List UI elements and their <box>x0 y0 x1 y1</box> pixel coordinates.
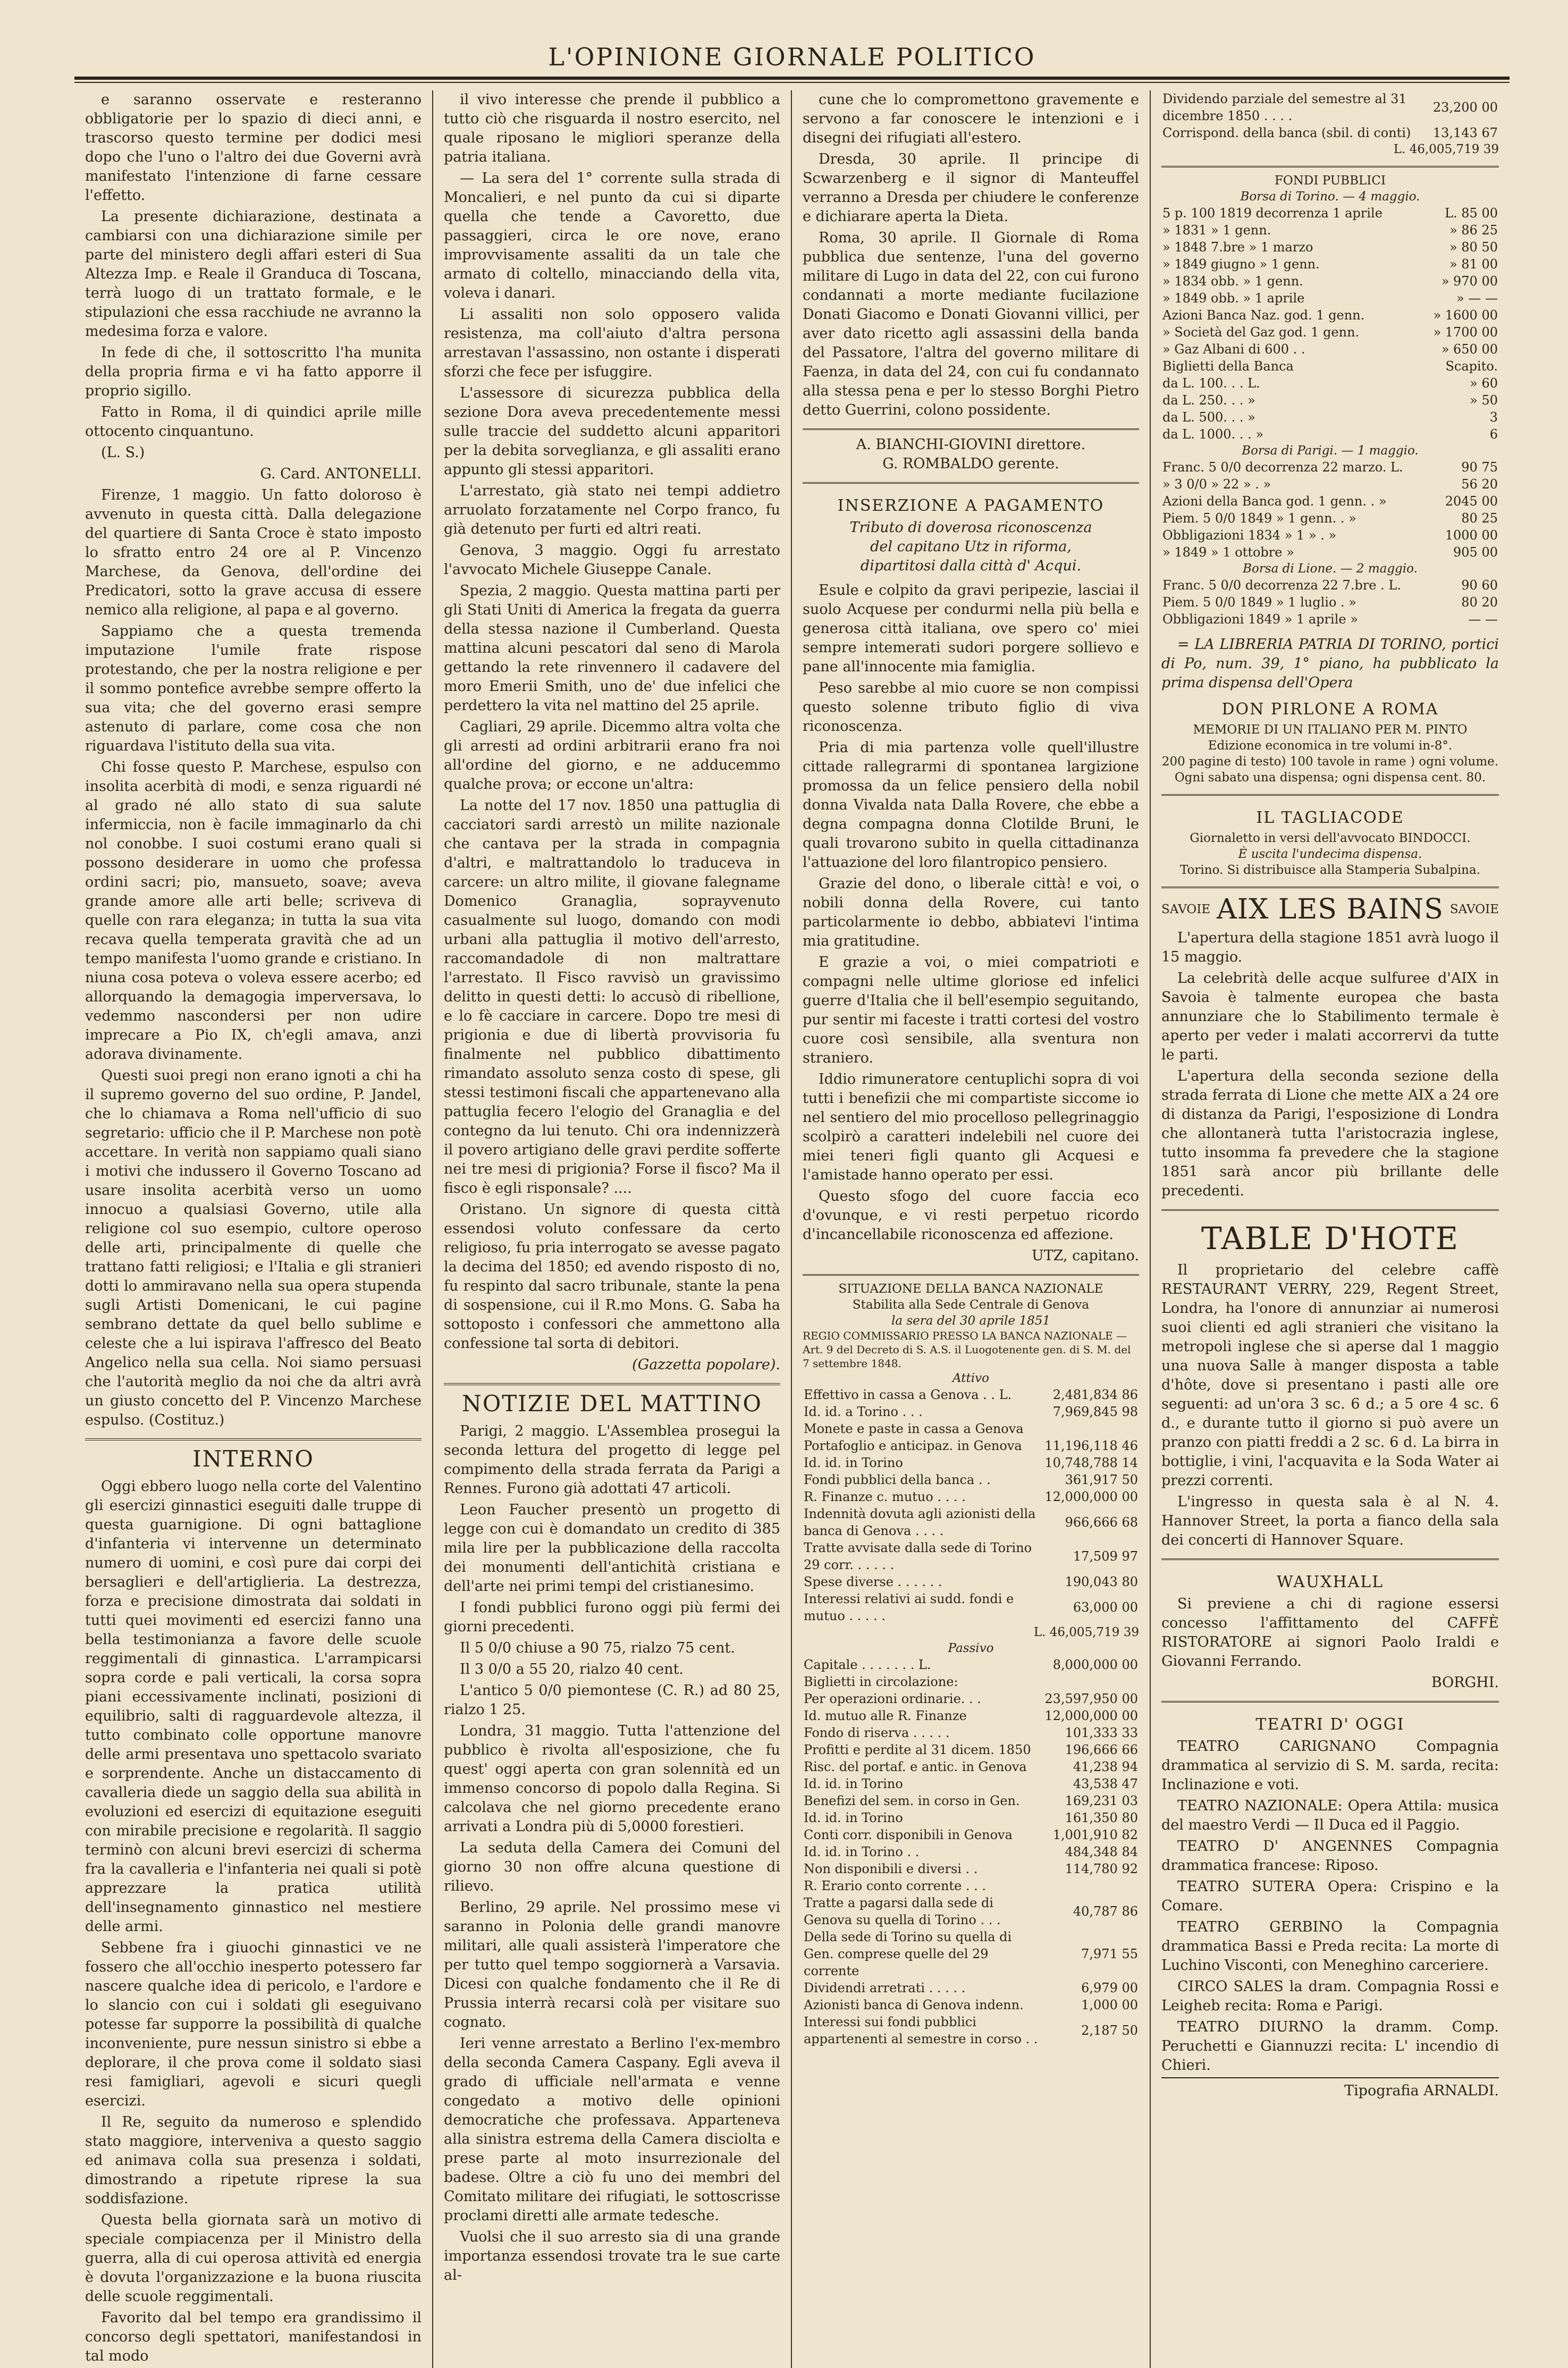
row-value: 484,348 84 <box>1065 1844 1138 1859</box>
row-value: » 970 00 <box>1441 274 1498 289</box>
table-row <box>803 1573 1139 1590</box>
table-row <box>803 1673 1139 1690</box>
table-row <box>803 1724 1139 1741</box>
row-value: 1000 00 <box>1445 528 1498 543</box>
row-label: Indennità dovuta agli azionisti della banca di Genova . . . . <box>804 1506 1036 1538</box>
table-row <box>1161 124 1499 141</box>
aix-title: AIX LES BAINS <box>1217 894 1444 925</box>
row-value <box>1043 1420 1139 1437</box>
row-value: 90 60 <box>1461 578 1498 593</box>
paragraph: Parigi, 2 maggio. L'Assemblea prosegui la seconda lettura del progetto di legge pel compimento della strada ferrata da Parigi a Rennes. Furono già adottati 47 articoli. <box>444 1423 780 1497</box>
row-value: 7,969,845 98 <box>1052 1404 1138 1419</box>
table-row <box>803 1877 1139 1894</box>
paragraph: Firenze, 1 maggio. Un fatto doloroso è avvenuto in questa città. Dalla delegazione del quartiere di Santa Croce è stato imposto lo sfratto entro 24 ore al P. Vincenzo Marchese, da Genova, dell'ordine dei Predicatori, sotto la grave accusa di essere nemico alla religione, al papa e al governo. <box>85 487 421 618</box>
paragraph: Vuolsi che il suo arresto sia di una grande importanza essendosi trovate tra le sue carte al- <box>444 2229 780 2283</box>
row-value: » 80 50 <box>1449 240 1498 255</box>
table-row <box>1161 273 1499 290</box>
row-label: » 1849 giugno » 1 genn. <box>1162 257 1320 272</box>
table-row <box>803 1505 1139 1539</box>
row-value: » 60 <box>1470 376 1498 391</box>
teatro-item: TEATRO D' ANGENNES Compagnia drammatica francese: Riposo. <box>1161 1838 1499 1874</box>
row-value: 966,666 68 <box>1065 1515 1138 1530</box>
row-label: Spese diverse . . . . . . <box>804 1574 942 1589</box>
aix-left: SAVOIE <box>1161 903 1211 916</box>
row-value: 905 00 <box>1453 545 1498 560</box>
paragraph: Roma, 30 aprile. Il Giornale di Roma pubblica due sentenze, l'una del governo militare di Lugo in data del 22, con cui furono condannati a morte mediante fucilazione Donati Giacomo e Donati Giovanni villici, per aver dato ricetto agli assassini della banda del Passatore, l'altra del governo militare di Faenza, in data del 24, con cui fu condannato alla stessa pena e per lo stesso Borghi Pietro detto Guerrini, colono possidente. <box>803 230 1139 418</box>
teatro-item: TEATRO GERBINO la Compagnia drammatica Bassi e Preda recita: La morte di Luchino Visconti, con Meneghino carceriere. <box>1161 1919 1499 1974</box>
row-label: Fondo di riserva . . . . . <box>804 1725 950 1740</box>
row-label: Id. id. in Torino . . <box>804 1844 920 1859</box>
paragraph: Peso sarebbe al mio cuore se non compissi questo solenne tributo figlio di viva riconoscenza. <box>803 680 1139 735</box>
tagliacode-title: IL TAGLIACODE <box>1256 808 1404 827</box>
table-row <box>803 1590 1139 1624</box>
row-value: 8,000,000 00 <box>1052 1657 1138 1672</box>
table-row <box>1161 493 1499 510</box>
table-row <box>803 1996 1139 2013</box>
table-row <box>803 1979 1139 1996</box>
row-label: da L. 500. . . » <box>1162 410 1255 425</box>
paragraph: Ieri venne arrestato a Berlino l'ex-membro della seconda Camera Caspany. Egli aveva il grado di ufficiale nell'armata e venne congedato a motivo delle opinioni democratiche che professava. Apparteneva alla sinistra estrema della Camera disciolta e prese parte al moto insurrezionale del badese. Oltre a ciò fu uno dei membri del Comitato militare dei rifugiati, le sottoscrisse proclami diretti alle armate tedesche. <box>444 2035 780 2224</box>
row-value: 12,000,000 00 <box>1044 1489 1138 1504</box>
paragraph: Sappiamo che a questa tremenda imputazione l'umile frate rispose protestando, che per la nostra religione e per il sommo pontefice avrebbe sempre offerto la sua vita; che del governo erasi sempre astenuto di parlare, come cosa che non riguardava l'istituto della sua vita. <box>85 623 421 754</box>
table-hote-title: TABLE D'HOTE <box>1201 1220 1459 1257</box>
borsa-lione: Borsa di Lione. — 2 maggio. <box>1243 562 1418 576</box>
row-value <box>1043 1877 1139 1894</box>
paragraph: L'apertura della seconda sezione della strada ferrata di Lione che mette AIX a 24 ore di distanza da Parigi, l'esposizione di Londra che allontanerà tutta l'aristocrazia inglese, tutto insomma fa prevedere che la stagione 1851 sarà ancor più brillante delle precedenti. <box>1161 1068 1499 1199</box>
teatro-item: TEATRO CARIGNANO Compagnia drammatica al servizio di S. M. sarda, recita: Inclinazione e voti. <box>1161 1738 1499 1793</box>
table-row <box>1161 324 1499 341</box>
column-4 <box>1151 90 1510 2368</box>
passivo-label: Passivo <box>948 1641 994 1655</box>
paragraph: Oristano. Un signore di questa città essendosi voluto confessare da certo religioso, fu pria interrogato se avesse pagato la decima del 1850; ed avendo risposto di no, fu respinto dal sacro tribunale, stante la pena di sospensione, cui il R.mo Mons. G. Saba ha sottoposto i confessori che ammettono alla confessione tal sorta di debitori. <box>444 1201 780 1352</box>
pirlone-title: DON PIRLONE A ROMA <box>1221 700 1439 719</box>
row-value: 1,001,910 82 <box>1052 1827 1138 1842</box>
row-label: Azioni Banca Naz. god. 1 genn. <box>1162 308 1365 323</box>
aix-right: SAVOIE <box>1449 903 1499 916</box>
tagliacode-line: È uscita l'undecima dispensa. <box>1238 847 1422 861</box>
column-1 <box>74 90 433 2368</box>
table-row <box>1161 594 1499 611</box>
borsa-torino: Borsa di Torino. — 4 maggio. <box>1240 190 1420 204</box>
row-value: 80 20 <box>1461 595 1498 610</box>
row-label: Dividendo parziale del semestre al 31 dicembre 1850 . . . . <box>1162 91 1407 123</box>
row-value: 13,143 67 <box>1432 125 1498 140</box>
wauxhall-title: WAUXHALL <box>1276 1573 1384 1591</box>
row-label: Piem. 5 0/0 1849 » 1 luglio . » <box>1162 595 1356 610</box>
table-row <box>803 1437 1139 1454</box>
table-row <box>803 2013 1139 2047</box>
tributo-line: Tributo di doverosa riconoscenza <box>849 519 1092 536</box>
section-title-interno: INTERNO <box>85 1438 421 1472</box>
row-value: » 1700 00 <box>1433 325 1498 340</box>
paragraph: L'antico 5 0/0 piemontese (C. R.) ad 80 25, rialzo 1 25. <box>444 1682 780 1718</box>
table-row <box>803 1741 1139 1758</box>
row-value: 3 <box>1489 410 1498 425</box>
paragraph: Iddio rimuneratore centuplichi sopra di voi tutti i benefizii che mi compartiste siccome io nel sentiero del mio procelloso pellegrinaggio scolpirò a caratteri indelebili nel cuore dei miei teneri figli quanto gli Acquesi e l'amistade hanno operato per essi. <box>803 1071 1139 1183</box>
row-label: Conti corr. disponibili in Genova <box>804 1827 1013 1842</box>
banca-title: SITUAZIONE DELLA BANCA NAZIONALE <box>838 1282 1103 1296</box>
row-value: » 86 25 <box>1449 223 1498 238</box>
row-label: Biglietti in circolazione: <box>804 1674 958 1689</box>
table-row <box>803 1403 1139 1420</box>
row-value: 1,000 00 <box>1081 1998 1138 2012</box>
row-value: 2,481,834 86 <box>1052 1387 1138 1402</box>
paragraph: Li assaliti non solo opposero valida resistenza, ma coll'aiuto d'altra persona arrestavan l'assassino, non ostante i disperati sforzi che fece per isfuggire. <box>444 306 780 380</box>
tagliacode-line: Torino. Si distribuisce alla Stamperia Subalpina. <box>1180 863 1480 877</box>
banca-block <box>803 1274 1139 2047</box>
aix-block <box>1161 887 1499 925</box>
paragraph: Cagliari, 29 aprile. Dicemmo altra volta che gli arresti ad ordini arbitrarii erano fra noi all'ordine del giorno, e ne adducemmo qualche prova; or eccone un'altra: <box>444 719 780 793</box>
row-label: Risc. del portaf. e antic. in Genova <box>804 1759 1027 1774</box>
row-label: Obbligazioni 1834 » 1 » . » <box>1162 528 1337 543</box>
masthead: L'OPINIONE GIORNALE POLITICO <box>548 43 1036 71</box>
table-row <box>803 1758 1139 1775</box>
fondi-block <box>1161 166 1499 628</box>
row-label: Effettivo in cassa a Genova . . L. <box>804 1387 1012 1402</box>
table-row <box>1161 577 1499 594</box>
table-row <box>803 1775 1139 1792</box>
dividend-table <box>1161 90 1499 141</box>
row-label: » 1834 obb. » 1 genn. <box>1162 274 1303 289</box>
row-label: Azioni della Banca god. 1 genn. . » <box>1162 494 1387 509</box>
seal: (L. S.) <box>101 444 145 461</box>
row-value: 2,187 50 <box>1081 2023 1138 2038</box>
table-row <box>1161 544 1499 561</box>
table-hote-block <box>1161 1209 1499 1257</box>
passivo-table <box>803 1656 1139 2047</box>
table-row <box>803 1539 1139 1573</box>
table-row <box>1161 426 1499 443</box>
paragraph: Esule e colpito da gravi peripezie, lasciai il suolo Acquese per condurmi nella più bella e generosa città italiana, ove spero co' miei sempre intemerati sudori porgere sollievo e pane all'innocente mia famiglia. <box>803 582 1139 675</box>
paragraph: In fede di che, il sottoscritto l'ha munita della propria firma e vi ha fatto apporre il proprio sigillo. <box>85 344 421 399</box>
table-row <box>803 1420 1139 1437</box>
pirlone-line: Ogni sabato una dispensa; ogni dispensa cent. 80. <box>1174 771 1486 785</box>
paragraph: Berlino, 29 aprile. Nel prossimo mese vi saranno in Polonia delle grandi manovre militari, alle quali assisterà l'imperatore che per tutto quel tempo soggiornerà a Varsavia. Dicesi con qualche fondamento che il Re di Prussia interrà recarsi colà per visitare suo cognato. <box>444 1899 780 2030</box>
row-label: Id. id. in Torino <box>804 1810 903 1825</box>
paragraph: L'assessore di sicurezza pubblica della sezione Dora aveva precedentemente messi sulle traccie del suddetto alcuni apparitori per la debita sorveglianza, e gli assaliti erano appunto gli stessi apparitori. <box>444 385 780 478</box>
tributo-line: del capitano Utz in riforma, <box>870 538 1072 555</box>
table-row <box>803 1488 1139 1505</box>
banca-subtitle: Stabilita alla Sede Centrale di Genova <box>852 1298 1090 1312</box>
row-label: Per operazioni ordinarie. . . <box>804 1691 981 1706</box>
paragraph: L'arrestato, già stato nei tempi addietro arruolato forzatamente nel Corpo franco, fu già detenuto per furti ed altri reati. <box>444 483 780 537</box>
attivo-label: Attivo <box>952 1371 989 1385</box>
row-value: L. 85 00 <box>1445 206 1498 221</box>
row-label: Id. id. a Torino . . . <box>804 1404 923 1419</box>
row-label: da L. 1000. . . » <box>1162 427 1264 442</box>
row-label: » Gaz Albani di 600 . . <box>1162 342 1305 357</box>
row-label: Id. id. in Torino <box>804 1776 903 1791</box>
row-label: 5 p. 100 1819 decorrenza 1 aprile <box>1162 206 1382 221</box>
paragraph: La celebrità delle acque sulfuree d'AIX in Savoia è talmente europea che basta annunziare che lo Stabilimento termale è aperto per veder i malati accorrervi da tutte le parti. <box>1161 970 1499 1063</box>
row-value <box>1043 1673 1139 1690</box>
row-value: » 1600 00 <box>1433 308 1498 323</box>
paragraph: La notte del 17 nov. 1850 una pattuglia di cacciatori sardi arrestò un milite nazionale che cantava per la strada in compagnia d'altri, e maltrattandolo lo traduceva in carcere: un altro milite, il giovane falegname Domenico Granaglia, soprayvenuto casualmente sul luogo, domando con modi urbani alla pattuglia il motivo dell'arresto, raccomandadole di non maltrattare l'arrestato. Il Fisco ravvisò un gravissimo delitto in questi detti: lo accusò di ribellione, e lo fè cacciare in carcere. Dopo tre mesi di prigionia e due di libertà provvisoria fu finalmente nel pubblico dibattimento rimandato assoluto senza costo di spese, gli stessi testimoni fiscali che appartenevano alla pattuglia fecero l'elogio del Granaglia e del contegno da lui tenuto. Chi ora indennizzerà il povero artigiano delle gravi perdite sofferte nei tre mesi di prigionia? Forse il fisco? Ma il fisco è egli risponsale? .... <box>444 797 780 1196</box>
row-value: » 81 00 <box>1449 257 1498 272</box>
paragraph: Oggi ebbero luogo nella corte del Valentino gli esercizi ginnastici eseguiti dalle truppe di questa guarnigione. Di ogni battaglione d'infanteria vi intervenne un determinato numero di uomini, e così pure dai corpi dei bersaglieri e dell'artiglieria. La destrezza, forza e precisione dimostrata dai soldati in tutti quei movimenti ed esercizi fanno una bella testimonianza a favore delle scuole reggimentali di ginnastica. L'arrampicarsi sopra corde e pali verticali, la corsa sopra piani eccessivamente inclinati, posizioni di equilibrio, salti di ragguardevole altezza, il tutto combinato colle opportune manovre delle armi presentava uno spettacolo svariato e sorprendente. Anche un distaccamento di cavalleria diede un saggio della sua abilità in evoluzioni ed esercizi di equitazione eseguiti con mirabile precisione e regolarità. Il saggio terminò con alcuni brevi esercizi di scherma fra la cavalleria e l'infanteria nei quali si potè apprezzare la pratica utilità dell'insegnamento ginnastico nel mestiere delle armi. <box>85 1478 421 1935</box>
teatro-item: TEATRO NAZIONALE: Opera Attila: musica del maestro Verdi — Il Duca ed il Paggio. <box>1161 1798 1499 1833</box>
lione-table <box>1161 577 1499 628</box>
table-row <box>1161 205 1499 222</box>
row-label: » 3 0/0 » 22 » . » <box>1162 477 1271 492</box>
row-value: 80 25 <box>1461 511 1498 526</box>
attivo-total: L. 46,005,719 39 <box>1033 1625 1139 1639</box>
inserzione-block <box>803 482 1139 515</box>
signature: UTZ, capitano. <box>1031 1248 1139 1264</box>
row-label: Interessi sui fondi pubblici appartenenti al semestre in corso . . <box>804 2015 1038 2046</box>
paragraph: L'apertura della stagione 1851 avrà luogo il 15 maggio. <box>1161 930 1499 965</box>
row-label: Capitale . . . . . . . L. <box>804 1657 931 1672</box>
row-label: Profitti e perdite al 31 dicem. 1850 <box>804 1742 1031 1757</box>
pirlone-line: Edizione economica in tre volumi in-8°. <box>1208 739 1453 753</box>
table-row <box>803 1471 1139 1488</box>
row-value: » — — <box>1456 291 1498 306</box>
row-label: Della sede di Torino su quella di Gen. comprese quelle del 29 corrente <box>804 1929 1012 1978</box>
row-label: Monete e paste in cassa a Genova <box>804 1421 1024 1436</box>
table-row <box>1161 341 1499 358</box>
paragraph: Fatto in Roma, il di quindici aprile mille ottocento cinquantuno. <box>85 404 421 440</box>
teatri-title: TEATRI D' OGGI <box>1255 1715 1405 1734</box>
table-row <box>1161 611 1499 628</box>
row-value: 40,787 86 <box>1073 1904 1138 1919</box>
libreria-notice: = LA LIBRERIA PATRIA DI TORINO, portici di Po, num. 39, 1° piano, ha pubblicato la prima dispensa dell'Opera <box>1161 636 1499 691</box>
teatri-block <box>1161 1701 1499 1734</box>
table-row <box>803 1843 1139 1860</box>
masthead-rule-thin <box>74 82 1510 83</box>
row-label: R. Finanze c. mutuo . . . . <box>804 1489 966 1504</box>
table-row <box>1161 527 1499 544</box>
paragraph: L'ingresso in questa sala è al N. 4. Hannover Street, la porta a fianco della sala dei concerti di Hannover Square. <box>1161 1494 1499 1548</box>
row-value: 7,971 55 <box>1081 1946 1138 1961</box>
row-value: — — <box>1468 612 1498 627</box>
table-row <box>1161 239 1499 256</box>
row-label: Azionisti banca di Genova indenn. <box>804 1998 1024 2012</box>
table-row <box>803 1809 1139 1826</box>
paragraph: Il 3 0/0 a 55 20, rialzo 40 cent. <box>460 1661 684 1678</box>
teatro-item: CIRCO SALES la dram. Compagnia Rossi e Leigheb recita: Roma e Parigi. <box>1161 1978 1499 2014</box>
row-value: 17,509 97 <box>1073 1549 1138 1564</box>
column-3 <box>792 90 1151 2368</box>
row-label: Corrispond. della banca (sbil. di conti) <box>1162 125 1411 140</box>
row-value: » 50 <box>1470 393 1498 408</box>
row-label: » 1849 » 1 ottobre » <box>1162 545 1294 560</box>
row-value: Scapito. <box>1445 359 1498 374</box>
row-value: 23,200 00 <box>1432 100 1498 115</box>
row-label: da L. 250. . . » <box>1162 393 1255 408</box>
row-value: 190,043 80 <box>1065 1574 1138 1589</box>
banca-note: REGIO COMMISSARIO PRESSO LA BANCA NAZIONALE — Art. 9 del Decreto di S. A.S. il Luogotenente gen. di S. M. del 7 settembre 1848. <box>803 1329 1131 1370</box>
paragraph: Questa bella giornata sarà un motivo di speciale compiacenza per il Ministro della guerra, alla di cui operosa attività ed energia è dovuta l'organizzazione e la buona riuscita delle scuole reggimentali. <box>85 2212 421 2305</box>
row-label: Portafoglio e anticipaz. in Genova <box>804 1438 1022 1453</box>
row-label: Piem. 5 0/0 1849 » 1 genn. . » <box>1162 511 1356 526</box>
source-credit: (Gazzetta popolare). <box>632 1356 780 1373</box>
row-value: 11,196,118 46 <box>1044 1438 1138 1453</box>
row-label: Id. mutuo alle R. Finanze <box>804 1708 967 1723</box>
pirlone-line: 200 pagine di testo) 100 tavole in rame ) ogni volume. <box>1161 755 1499 769</box>
teatro-item: TEATRO DIURNO la dramm. Comp. Peruchetti e Giannuzzi recita: L' incendio di Chieri. <box>1161 2019 1499 2074</box>
paragraph: — La sera del 1° corrente sulla strada di Moncalieri, e nel punto da cui si diparte quella che tende a Cavoretto, due passaggieri, circa le ore nove, erano improvvisamente assaliti da un tale che armato di coltello, minacciando della vita, voleva i danari. <box>444 170 780 301</box>
table-row <box>803 1860 1139 1877</box>
columns <box>74 90 1510 2368</box>
table-row <box>1161 459 1499 476</box>
row-label: R. Erario conto corrente . . . <box>804 1878 987 1893</box>
row-value: 6,979 00 <box>1081 1981 1138 1995</box>
row-label: Benefizi del sem. in corso in Gen. <box>804 1793 1020 1808</box>
table-row <box>1161 358 1499 375</box>
tributo-line: dipartitosi dalla città d' Acqui. <box>860 558 1082 574</box>
row-label: da L. 100. . . L. <box>1162 376 1260 391</box>
paragraph: Pria di mia partenza volle quell'illustre cittade rallegrarmi di spontanea largizione promossa da un felice pensiero della nobil donna Vivalda nata Dalla Rovere, che ebbe a degna compagna donna Clotilde Bruni, le quali trovarono subito in quella cittadinanza l'attuazione del loro filantropico pensiero. <box>803 739 1139 871</box>
paragraph: Leon Faucher presentò un progetto di legge con cui è domandato un credito di 385 mila lire per la pubblicazione della raccolta dei monumenti dell'antichità cristiana e dell'arte nei primi tempi del cristianesimo. <box>444 1502 780 1595</box>
table-row <box>803 1707 1139 1724</box>
section-title-inserzione: INSERZIONE A PAGAMENTO <box>837 496 1105 515</box>
table-row <box>803 1928 1139 1979</box>
table-row <box>803 1656 1139 1673</box>
paragraph: Genova, 3 maggio. Oggi fu arrestato l'avvocato Michele Giuseppe Canale. <box>444 542 780 578</box>
pirlone-line: MEMORIE DI UN ITALIANO PER M. PINTO <box>1193 723 1468 737</box>
signature: G. Card. ANTONELLI. <box>260 466 421 482</box>
table-row <box>803 1894 1139 1928</box>
row-label: Tratte avvisate dalla sede di Torino 29 corr. . . . . . <box>804 1540 1032 1572</box>
paragraph: Spezia, 2 maggio. Questa mattina parti per gli Stati Uniti di America la fregata da guerra della stessa nazione il Cumberland. Questa mattina alcuni pescatori dal seno di Marola gettando la rete rinvennero il cadavere del moro Emerii Smith, uno de' due infelici che perdettero la vita nel mattino del 25 aprile. <box>444 583 780 714</box>
row-value: 2045 00 <box>1445 494 1498 509</box>
row-value: 169,231 03 <box>1065 1793 1138 1808</box>
fondi-title: FONDI PUBBLICI <box>1274 174 1386 188</box>
row-value: 196,666 66 <box>1065 1742 1138 1757</box>
row-label: » Società del Gaz god. 1 genn. <box>1162 325 1360 340</box>
paragraph: il vivo interesse che prende il pubblico a tutto ciò che risguarda il nostro esercito, nel quale riposano le migliori speranze della patria italiana. <box>444 91 780 165</box>
table-row <box>1161 392 1499 409</box>
banca-date: la sera del 30 aprile 1851 <box>891 1314 1050 1328</box>
wauxhall-block <box>1161 1558 1499 1591</box>
row-value: 161,350 80 <box>1065 1810 1138 1825</box>
table-row <box>1161 290 1499 307</box>
table-row <box>1161 476 1499 493</box>
row-value: 43,538 47 <box>1073 1776 1138 1791</box>
paragraph: Il Re, seguito da numeroso e splendido stato maggiore, interveniva a questo saggio ed animava colla sua presenza i soldati, dimostrando a ripetute riprese la sua soddisfazione. <box>85 2114 421 2207</box>
row-label: Franc. 5 0/0 decorrenza 22 marzo. L. <box>1162 460 1403 475</box>
table-row <box>1161 307 1499 324</box>
table-row <box>1161 409 1499 426</box>
row-value: » 650 00 <box>1441 342 1498 357</box>
masthead-rule <box>74 77 1510 80</box>
table-row <box>803 1386 1139 1403</box>
directors-block <box>803 428 1139 474</box>
table-row <box>1161 222 1499 239</box>
row-label: Fondi pubblici della banca . . <box>804 1472 991 1487</box>
paragraph: E grazie a voi, o miei compatrioti e compagni nelle ultime gloriose ed infelici guerre d'Italia che il bell'esempio seguitando, pur sentir mi faceste i tratti cortesi del vostro cuore così sensibile, alla sventura non straniero. <box>803 954 1139 1066</box>
paragraph: e saranno osservate e resteranno obbligatorie per lo spazio di dieci anni, e trascorso questo termine per dodici mesi dopo che l'uno o l'altro dei due Governi avrà manifestato l'intenzione di farne cessare l'effetto. <box>85 91 421 204</box>
row-value: 41,238 94 <box>1073 1759 1138 1774</box>
table-row <box>1161 510 1499 527</box>
paragraph: Chi fosse questo P. Marchese, espulso con insolita acerbità di modi, e senza riguardi né al grado né allo stato di sua salute infermiccia, non è facile immaginarlo da chi nol conobbe. I suoi costumi erano quali si possono desiderare in uomo che professa ordini sacri; pio, mansueto, soave; aveva grande amore alle arti belle; scriveva di quelle con rara eleganza; in tutta la sua vita recava quella temperata gravità che ad un tempo manifesta l'uomo grande e cristiano. In niuna cosa poteva o voleva essere acerbo; ed allorquando la demagogia imperversava, lo vedemmo nascondersi per non udire imprecare a Pio IX, ch'egli amava, anzi adorava divinamente. <box>85 759 421 1063</box>
row-value: 12,000,000 00 <box>1044 1708 1138 1723</box>
paragraph: cune che lo compromettono gravemente e servono a far conoscere le intenzioni e i disegni dei rifugiati all'estero. <box>803 91 1139 146</box>
paragraph: Dresda, 30 aprile. Il principe di Scwarzenberg e il signor di Manteuffel verranno a Dresda per chiudere le conferenze e dichiarare aperta la Dieta. <box>803 151 1139 225</box>
teatro-item: TEATRO SUTERA Opera: Crispino e la Comare. <box>1161 1878 1499 1914</box>
paragraph: I fondi pubblici furono oggi più fermi dei giorni precedenti. <box>444 1599 780 1635</box>
row-value: 361,917 50 <box>1065 1472 1138 1487</box>
paragraph: Il 5 0/0 chiuse a 90 75, rialzo 75 cent. <box>460 1640 735 1656</box>
paragraph: Si previene a chi di ragione essersi concesso l'affittamento del CAFFÈ RISTORATORE ai signori Paolo Iraldi e Giovanni Ferrando. <box>1161 1596 1499 1670</box>
row-label: Interessi relativi ai sudd. fondi e mutuo . . . . . <box>804 1591 1014 1623</box>
torino-table <box>1161 205 1499 443</box>
row-value: 23,597,950 00 <box>1044 1691 1138 1706</box>
paragraph: Favorito dal bel tempo era grandissimo il concorso degli spettatori, manifestandosi in tal modo <box>85 2310 421 2364</box>
paragraph: Londra, 31 maggio. Tutta l'attenzione del pubblico è rivolta all'esposizione, che fu quest' oggi aperta con gran solennità ed un immenso concorso di popolo dalla Regina. Si calcolava che nel giorno precedente erano arrivati a Londra più di 5,0000 forestieri. <box>444 1723 780 1835</box>
paragraph: Sebbene fra i giuochi ginnastici ve ne fossero che all'occhio inesperto potessero far nascere qualche idea di pericolo, e l'ardore e lo slancio con cui i soldati gli eseguivano potesse far supporre la possibilità di qualche inconveniente, pure nessun sinistro si ebbe a deplorare, il che prova come il soldato siasi resi famigliari, agevoli e sicuri quegli esercizi. <box>85 1940 421 2109</box>
manager: G. ROMBALDO gerente. <box>882 456 1059 472</box>
tagliacode-line: Giornaletto in versi dell'avvocato BINDOCCI. <box>1190 831 1471 845</box>
row-label: » 1849 obb. » 1 aprile <box>1162 291 1305 306</box>
row-value: 6 <box>1489 427 1498 442</box>
table-row <box>803 1690 1139 1707</box>
table-row <box>803 1792 1139 1809</box>
row-label: » 1848 7.bre » 1 marzo <box>1162 240 1313 255</box>
paragraph: Il proprietario del celebre caffè RESTAURANT VERRY, 229, Regent Street, Londra, ha l'onore di annunziar ai numerosi suoi clienti ed agli stranieri che visitano la metropoli inglese che si aperse dal 1 maggio una nuova Salle à manger disposta a table d'hôte, dove si presentano i pasti alle ore seguenti: ad un'ora 3 sc. 6 d.; a 5 ore 4 sc. 6 d., e durante tutto il giorno si può avere un pranzo con piatti freddi a 2 sc. 6 d. La birra in bottiglie, i vini, l'acquavita e la Soda Water ai prezzi correnti. <box>1161 1262 1499 1489</box>
parigi-table <box>1161 459 1499 561</box>
row-label: Biglietti della Banca <box>1162 359 1294 374</box>
row-label: Tratte a pagarsi dalla sede di Genova su quella di Torino . . . <box>804 1895 1001 1927</box>
row-label: » 1831 » 1 genn. <box>1162 223 1271 238</box>
paragraph: La presente dichiarazione, destinata a cambiarsi con una dichiarazione simile per parte del ministero degli affari esteri di Sua Altezza Imp. e Reale il Granduca di Toscana, terrà luogo di un trattato formale, e le stipulazioni che essa racchiude ne avranno la medesima forza e valore. <box>85 208 421 340</box>
borsa-parigi: Borsa di Parigi. — 1 maggio. <box>1242 444 1419 458</box>
table-row <box>1161 375 1499 392</box>
row-label: Dividendi arretrati . . . . . <box>804 1981 966 1995</box>
attivo-table <box>803 1386 1139 1624</box>
table-row <box>803 1826 1139 1843</box>
paragraph: Questo sfogo del cuore faccia eco d'ovunque, e vi resti perpetuo ricordo d'incancellabile riconoscenza ed affezione. <box>803 1188 1139 1243</box>
director: A. BIANCHI-GIOVINI direttore. <box>856 436 1086 453</box>
table-row <box>1161 256 1499 273</box>
paragraph: La seduta della Camera dei Comuni del giorno 30 non offre alcuna questione di rilievo. <box>444 1840 780 1894</box>
row-value: 114,780 92 <box>1065 1861 1138 1876</box>
row-value: 63,000 00 <box>1073 1600 1138 1615</box>
table-row <box>803 1454 1139 1471</box>
tipografia: Tipografia ARNALDI. <box>1161 2077 1499 2101</box>
signature: BORGHI. <box>1431 1674 1499 1691</box>
total: L. 46,005,719 39 <box>1393 142 1499 156</box>
row-label: Non disponibili e diversi . . <box>804 1861 978 1876</box>
table-row <box>1161 90 1499 124</box>
row-label: Franc. 5 0/0 decorrenza 22 7.bre . L. <box>1162 578 1401 593</box>
tagliacode-block <box>1161 794 1499 878</box>
column-2 <box>433 90 792 2368</box>
paragraph: Grazie del dono, o liberale città! e voi, o nobili donna della Rovere, cui tanto particolarmente io debbo, abbiatevi l'intima mia gratitudine. <box>803 875 1139 949</box>
row-value: 101,333 33 <box>1065 1725 1138 1740</box>
row-label: Obbligazioni 1849 » 1 aprile » <box>1162 612 1358 627</box>
section-title-notizie: NOTIZIE DEL MATTINO <box>444 1383 780 1417</box>
paragraph: Questi suoi pregi non erano ignoti a chi ha il supremo governo del suo ordine, P. Jandel, che lo chiamava a Roma nell'ufficio di suo segretario: ufficio che il P. Marchese non potè accettare. In verità non sappiamo quali siano i motivi che indussero il Governo Toscano ad usare insolita acerbità verso un uomo innocuo a qualsiasi Governo, utile alla religione col suo esempio, cultore operoso delle arti, principalmente di quelle che trattano fatti religiosi; e l'Italia e gli stranieri dotti lo ammiravano nella sua opera stupenda sugli Artisti Domenicani, le cui pagine sembrano dettate da quel bello sublime e celeste che a lui ispirava l'affresco del Beato Angelico nella sua cella. Noi siamo persuasi che l'autorità meglio da noi che da altri avrà un giusto concetto del P. Vincenzo Marchese espulso. (Costituz.) <box>85 1067 421 1428</box>
row-value: 56 20 <box>1461 477 1498 492</box>
row-label: Id. id. in Torino <box>804 1455 903 1470</box>
row-value: 90 75 <box>1461 460 1498 475</box>
row-value: 10,748,788 14 <box>1044 1455 1138 1470</box>
